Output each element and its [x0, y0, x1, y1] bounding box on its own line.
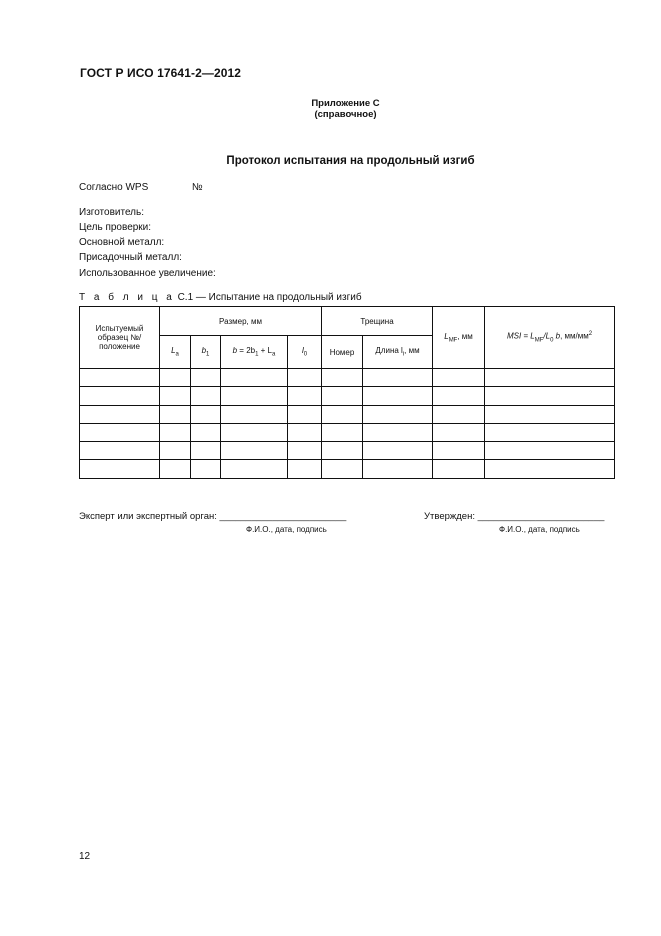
- approved-signature-line: Утвержден: ________________________: [424, 511, 605, 522]
- field-test-purpose: Цель проверки:: [79, 222, 152, 233]
- wps-line: [79, 182, 203, 193]
- expert-signature-line: Эксперт или экспертный орган: ________________________: [79, 511, 347, 522]
- table-row: [80, 423, 615, 441]
- expert-signature-caption: Ф.И.О., дата, подпись: [246, 525, 327, 534]
- header-b1: $b_1$: [191, 336, 221, 369]
- standard-header: ГОСТ Р ИСО 17641-2—2012: [80, 66, 242, 80]
- field-base-metal: Основной металл:: [79, 237, 165, 248]
- header-crack: Трещина: [322, 307, 433, 336]
- header-specimen: Испытуемый образец №/положение: [80, 307, 160, 369]
- table-row: [80, 387, 615, 405]
- table-row: [80, 460, 615, 478]
- header-b-formula: $b = 2b_1 + L_a$: [221, 336, 288, 369]
- annex-title: Приложение С: [311, 98, 380, 109]
- wps-label: Согласно WPS: [79, 182, 149, 193]
- header-size: Размер, мм: [160, 307, 322, 336]
- header-msi: MSI = $L_{MF}/L_0$ b, $мм/мм^2$: [485, 307, 615, 369]
- field-magnification: Использованное увеличение:: [79, 268, 216, 279]
- table-row: [80, 405, 615, 423]
- approved-signature-caption: Ф.И.О., дата, подпись: [499, 525, 580, 534]
- page-number: 12: [79, 851, 91, 862]
- annex-type: (справочное): [314, 109, 377, 120]
- field-filler-metal: Присадочный металл:: [79, 252, 182, 263]
- bend-test-table: [79, 306, 615, 479]
- field-manufacturer: Изготовитель:: [79, 207, 144, 218]
- table-row: [80, 442, 615, 460]
- table-caption-word: Т а б л и ц а: [79, 292, 175, 303]
- protocol-title: Протокол испытания на продольный изгиб: [226, 155, 475, 167]
- header-l0: $l_0$: [288, 336, 322, 369]
- header-la: $L_a$: [160, 336, 191, 369]
- header-crack-number: Номер: [322, 336, 363, 369]
- table-caption: [79, 292, 362, 303]
- header-lmf: $L_{MF}$, мм: [433, 307, 485, 369]
- wps-number-label: №: [191, 182, 203, 193]
- table-row: [80, 369, 615, 387]
- header-crack-length: Длина $l_i$, мм: [363, 336, 433, 369]
- table-caption-text: С.1 — Испытание на продольный изгиб: [177, 292, 362, 303]
